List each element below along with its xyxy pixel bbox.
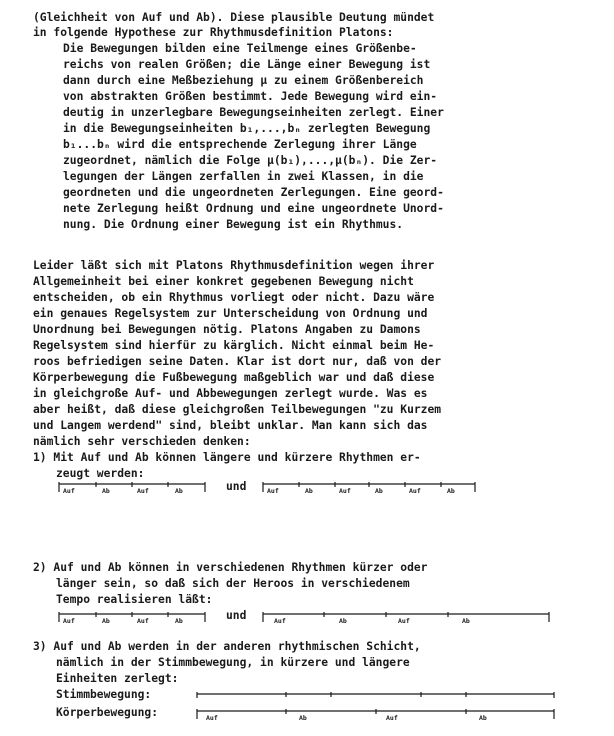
svg-text:Ab: Ab — [305, 487, 313, 495]
svg-text:Auf: Auf — [409, 487, 421, 495]
definition-line: in die Bewegungseinheiten b₁,...,bₙ zerlegten Bewegung — [63, 122, 431, 135]
list-item-3-cont: nämlich in der Stimmbewegung, in kürzere und längere — [56, 656, 410, 669]
text-line: ein genaues Regelsystem zur Unterscheidung von Ordnung und — [33, 307, 428, 320]
svg-text:Auf: Auf — [63, 617, 75, 625]
svg-text:Ab: Ab — [175, 487, 183, 495]
definition-line: reichs von realen Größen; die Länge einer Bewegung ist — [63, 58, 431, 71]
definition-line: b₁...bₙ wird die entsprechende Zerlegung ihrer Länge — [63, 138, 417, 151]
list-item-2-cont: länger sein, so daß sich der Heroos in verschiedenem — [56, 577, 410, 590]
svg-text:Ab: Ab — [339, 617, 347, 625]
term-bewegungen: Bewegungen — [90, 42, 159, 55]
term-ordnung: Ordnung — [205, 202, 254, 215]
und-label: und — [226, 609, 247, 622]
und-label: und — [226, 480, 247, 493]
svg-text:Auf: Auf — [339, 487, 351, 495]
svg-text:Ab: Ab — [102, 617, 110, 625]
svg-text:Auf: Auf — [274, 617, 286, 625]
text-line: Regelsystem sind hierfür zu kärglich. Nicht einmal beim He- — [33, 339, 435, 352]
list-item-3-cont: Einheiten zerlegt: — [56, 672, 179, 685]
term-unordnung: Unord- — [403, 202, 444, 215]
svg-text:Auf: Auf — [63, 487, 75, 495]
text-line: Körperbewegung die Fußbewegung maßgeblich war und daß diese — [33, 371, 435, 384]
definition-line: Die Bewegungen bilden eine Teilmenge eines Größenbe- — [63, 42, 417, 55]
koerperbewegung-label: Körperbewegung: — [56, 706, 159, 719]
text-line: Leider läßt sich mit Platons Rhythmusdefinition wegen ihrer — [33, 259, 435, 272]
term-rhythmus: Rhythmus — [341, 218, 397, 231]
text-line: aber heißt, daß diese gleichgroßen Teilbewegungen "zu Kurzem — [33, 403, 442, 416]
list-item-1: 1) Mit Auf und Ab können längere und kürzere Rhythmen er- — [33, 451, 421, 464]
list-item-1-cont: zeugt werden: — [56, 467, 145, 480]
stimm-rule — [196, 692, 558, 702]
stimmbewegung-label: Stimmbewegung: — [56, 688, 152, 701]
text-line: entscheiden, ob ein Rhythmus vorliegt oder nicht. Dazu wäre — [33, 291, 435, 304]
svg-text:Ab: Ab — [375, 487, 383, 495]
svg-text:Ab: Ab — [479, 714, 487, 722]
definition-line: deutig in unzerlegbare Bewegungseinheiten zerlegt. Einer — [63, 106, 444, 119]
svg-text:Auf: Auf — [137, 617, 149, 625]
definition-line: geordneten und die ungeordneten Zerlegungen. Eine geord- — [63, 186, 444, 199]
list-item-3: 3) Auf und Ab werden in der anderen rhythmischen Schicht, — [33, 640, 421, 653]
svg-text:Ab: Ab — [102, 487, 110, 495]
svg-text:Ab: Ab — [447, 487, 455, 495]
list-item-2-cont: Tempo realisieren läßt: — [56, 593, 213, 606]
definition-line: von abstrakten Größen bestimmt. Jede Bewegung wird ein- — [63, 90, 438, 103]
definition-line: nung. Die Ordnung einer Bewegung ist ein Rhythmus. — [63, 218, 404, 231]
definition-line: dann durch eine Meßbeziehung μ zu einem Größenbereich — [63, 74, 424, 87]
text-line: (Gleichheit von Auf und Ab). Diese plausible Deutung mündet — [33, 11, 435, 24]
rhythm-rule-2a — [58, 612, 208, 628]
rhythm-rule-1b — [262, 482, 478, 498]
definition-line: legungen der Längen zerfallen in zwei Klassen, in die — [63, 170, 424, 183]
svg-text:Ab: Ab — [299, 714, 307, 722]
svg-text:Auf: Auf — [267, 487, 279, 495]
text-line: Unordnung bei Bewegungen nötig. Platons Angaben zu Damons — [33, 323, 421, 336]
definition-line: zugeordnet, nämlich die Folge μ(b₁),...,μ(bₙ). Die Zer- — [63, 154, 438, 167]
list-item-2: 2) Auf und Ab können in verschiedenen Rhythmen kürzer oder — [33, 561, 428, 574]
svg-text:Auf: Auf — [137, 487, 149, 495]
text-line: nämlich sehr verschieden denken: — [33, 435, 251, 448]
rhythm-rule-1a — [58, 482, 208, 498]
definition-line: nete Zerlegung heißt Ordnung und eine ungeordnete Unord- — [63, 202, 444, 215]
text-line: roos befriedigen seine Daten. Klar ist dort nur, daß von der — [33, 355, 442, 368]
text-line: in folgende Hypothese zur Rhythmusdefinition Platons: — [33, 26, 394, 39]
text-line: Allgemeinheit bei einer konkret gegebenen Bewegung nicht — [33, 275, 414, 288]
svg-text:Auf: Auf — [206, 714, 218, 722]
svg-text:Ab: Ab — [175, 617, 183, 625]
koerper-rule — [196, 709, 558, 725]
rhythm-rule-2b — [262, 612, 552, 628]
svg-text:Auf: Auf — [398, 617, 410, 625]
text-line: und Langem werdend" sind, bleibt unklar. Man kann sich das — [33, 419, 428, 432]
svg-text:Ab: Ab — [462, 617, 470, 625]
svg-text:Auf: Auf — [386, 714, 398, 722]
text-line: in gleichgroße Auf- und Abbewegungen zerlegt wurde. Was es — [33, 387, 428, 400]
